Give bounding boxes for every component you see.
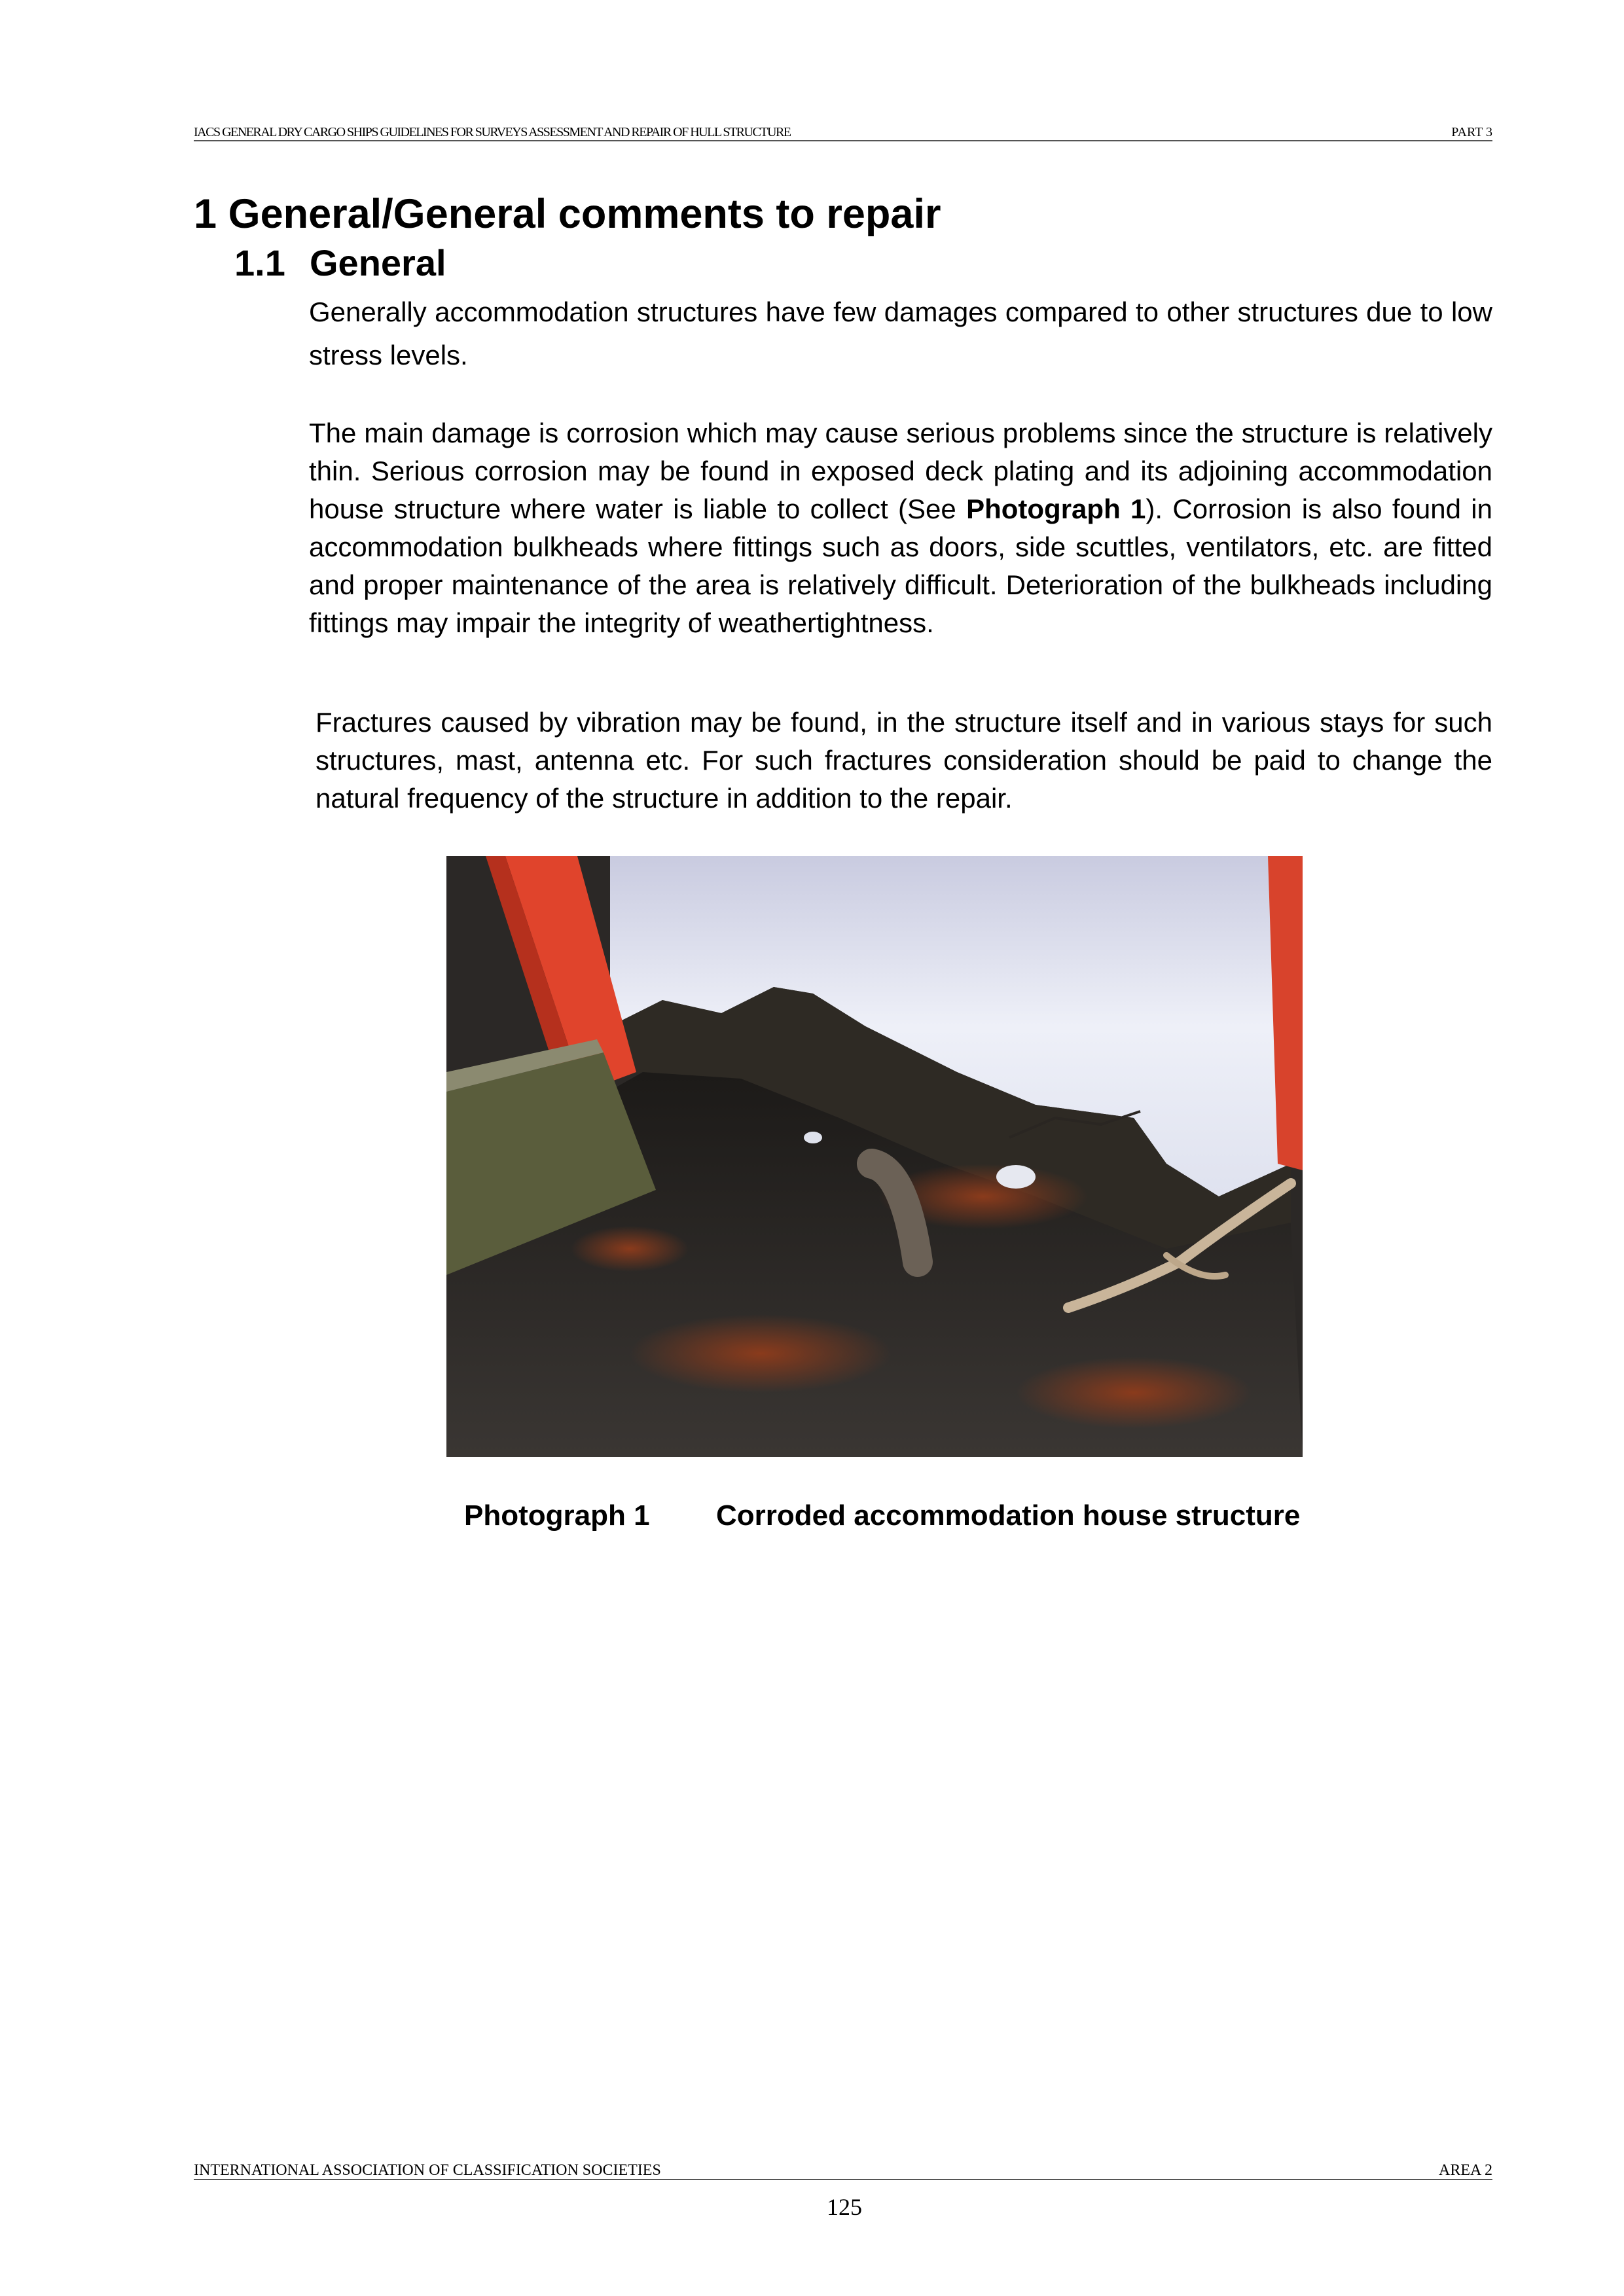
footer-area: AREA 2 [1438, 2162, 1492, 2179]
running-header-title: IACS GENERAL DRY CARGO SHIPS GUIDELINES FOR SURVEYS ASSESSMENT AND REPAIR OF HULL STRUCTURE [194, 125, 791, 139]
footer-organization: INTERNATIONAL ASSOCIATION OF CLASSIFICATION SOCIETIES [194, 2162, 661, 2179]
section-title: General/General comments to repair [228, 191, 941, 237]
page-number: 125 [827, 2194, 862, 2220]
subsection-title: General [310, 242, 446, 283]
subsection-heading [234, 240, 446, 286]
running-header-part: PART 3 [1451, 125, 1492, 139]
section-heading [194, 188, 941, 240]
footer-rule [194, 2179, 1492, 2180]
corrosion-photograph [446, 856, 1303, 1457]
figure-label: Photograph 1 [464, 1499, 650, 1532]
paragraph-corrosion [309, 414, 1492, 642]
paragraph-fractures: Fractures caused by vibration may be found, in the structure itself and in various stays for such structures, mast, antenna etc. For such fractures consideration should be paid to change the natural frequency of the structure in addition to the repair. [316, 707, 1492, 814]
subsection-number: 1.1 [234, 242, 285, 283]
photograph-reference: Photograph 1 [966, 493, 1146, 524]
paragraph-corrosion-text-a: The main damage is corrosion which may cause serious problems since the structure is relatively thin. Serious corrosion may be found in exposed deck plating and its adjoining accommodation house structure where water is liable to collect (See [309, 418, 1492, 524]
paragraph-intro: Generally accommodation structures have few damages compared to other structures due to low stress levels. [309, 296, 1492, 370]
section-number: 1 [194, 191, 217, 237]
header-rule [194, 140, 1492, 141]
paragraph-corrosion-text-b: ). Corrosion is also found in accommodation bulkheads where fittings such as doors, side scuttles, ventilators, etc. are fitted and proper maintenance of the area is relatively difficult. Deterioration of the bulkheads including fittings may impair the integrity of weathertightness. [309, 493, 1492, 638]
figure-caption: Corroded accommodation house structure [716, 1499, 1301, 1532]
